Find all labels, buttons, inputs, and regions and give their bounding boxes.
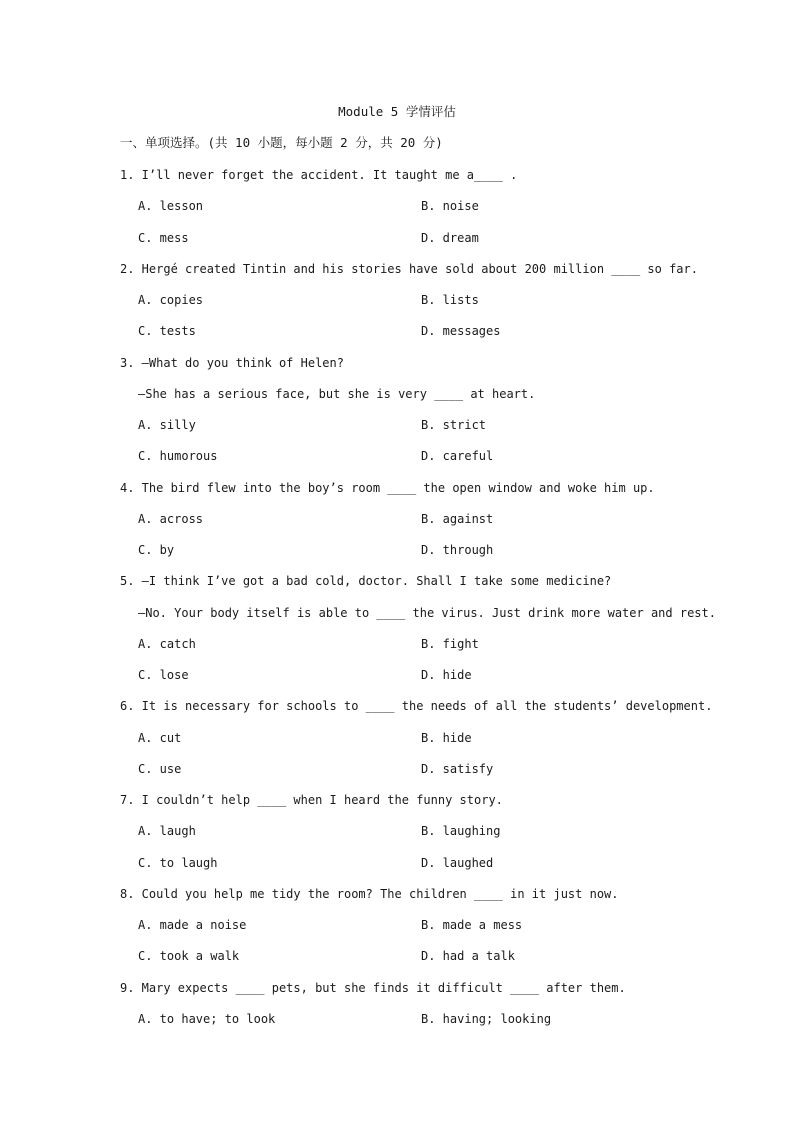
question-stem: 7. I couldn’t help ____ when I heard the funny story. <box>120 793 503 807</box>
answer-option: C. use <box>138 761 182 776</box>
answer-option: D. careful <box>421 449 494 464</box>
question-dialogue-line: —She has a serious face, but she is very ____ at heart. <box>138 386 536 401</box>
answer-option: A. to have; to look <box>138 1011 276 1026</box>
answer-option: B. having; looking <box>421 1011 552 1026</box>
answer-option: C. took a walk <box>138 949 240 964</box>
option-row <box>120 321 680 352</box>
question-list <box>120 165 716 1040</box>
option-row <box>120 290 680 321</box>
question-dialogue-line: —No. Your body itself is able to ____ the virus. Just drink more water and rest. <box>138 605 716 620</box>
question-2 <box>120 259 698 353</box>
option-row <box>120 509 680 540</box>
option-row <box>120 946 680 977</box>
option-row <box>120 853 680 884</box>
answer-option: A. silly <box>138 418 196 432</box>
answer-option: B. lists <box>421 293 479 307</box>
question-7 <box>120 790 680 884</box>
answer-option: B. noise <box>421 199 479 214</box>
answer-option: B. strict <box>421 418 487 432</box>
answer-option: D. laughed <box>421 855 494 870</box>
answer-option: D. hide <box>421 668 472 682</box>
question-stem: 8. Could you help me tidy the room? The children ____ in it just now. <box>120 886 619 901</box>
answer-option: D. had a talk <box>421 949 515 964</box>
answer-option: D. dream <box>421 230 479 245</box>
answer-option: D. through <box>421 543 494 557</box>
option-row <box>120 196 680 227</box>
option-row <box>120 821 680 852</box>
option-row <box>120 915 680 946</box>
option-row <box>120 759 680 790</box>
question-stem: 2. Hergé created Tintin and his stories have sold about 200 million ____ so far. <box>120 261 698 276</box>
question-stem: 1. I’ll never forget the accident. It taught me a____ . <box>120 168 518 182</box>
question-4 <box>120 478 680 572</box>
question-5 <box>120 571 716 696</box>
question-stem: 5. —I think I’ve got a bad cold, doctor. Shall I take some medicine? <box>120 574 612 589</box>
answer-option: D. messages <box>421 324 501 339</box>
option-row <box>120 1009 680 1040</box>
question-9 <box>120 978 680 1041</box>
answer-option: B. against <box>421 511 494 526</box>
answer-option: D. satisfy <box>421 761 494 776</box>
answer-option: A. laugh <box>138 824 196 839</box>
option-row <box>120 415 680 446</box>
option-row <box>120 665 680 696</box>
answer-option: B. laughing <box>421 824 501 839</box>
answer-option: B. fight <box>421 636 479 651</box>
page-title: Module 5 学情评估 <box>338 104 456 119</box>
option-row <box>120 540 680 571</box>
section-heading: 一、单项选择。(共 10 小题，每小题 2 分，共 20 分) <box>120 135 443 150</box>
answer-option: C. lose <box>138 668 189 682</box>
question-8 <box>120 884 680 978</box>
question-stem: 3. —What do you think of Helen? <box>120 355 344 370</box>
question-stem: 6. It is necessary for schools to ____ the needs of all the students’ development. <box>120 699 713 714</box>
answer-option: C. mess <box>138 230 189 245</box>
option-row <box>120 446 680 477</box>
question-6 <box>120 696 713 790</box>
question-stem: 9. Mary expects ____ pets, but she finds it difficult ____ after them. <box>120 980 626 995</box>
question-3 <box>120 353 680 478</box>
answer-option: C. humorous <box>138 449 218 464</box>
answer-option: A. cut <box>138 730 182 745</box>
answer-option: A. copies <box>138 293 204 307</box>
question-1 <box>120 165 680 259</box>
answer-option: A. across <box>138 511 204 526</box>
option-row <box>120 728 680 759</box>
answer-option: A. made a noise <box>138 918 247 932</box>
answer-option: C. to laugh <box>138 855 218 870</box>
answer-option: C. tests <box>138 324 196 339</box>
option-row <box>120 228 680 259</box>
option-row <box>120 634 680 665</box>
question-stem: 4. The bird flew into the boy’s room ____ the open window and woke him up. <box>120 480 655 495</box>
answer-option: A. catch <box>138 636 196 651</box>
answer-option: B. made a mess <box>421 918 523 932</box>
answer-option: A. lesson <box>138 199 204 214</box>
answer-option: B. hide <box>421 730 472 745</box>
answer-option: C. by <box>138 543 175 557</box>
